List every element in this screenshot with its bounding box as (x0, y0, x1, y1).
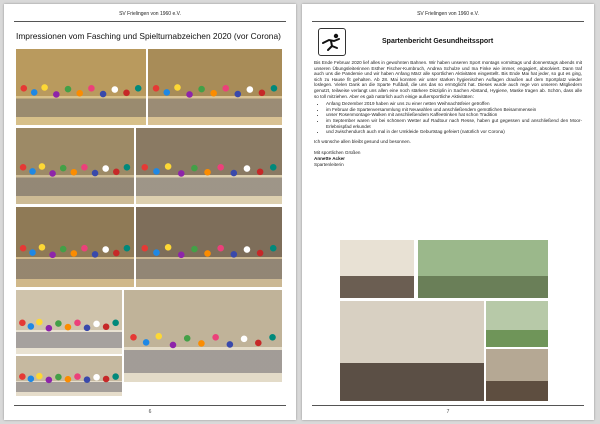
photo-fasching-5 (16, 207, 134, 287)
activity-list (314, 101, 582, 135)
right-header-rule (312, 21, 584, 22)
report-closing: Ich wünsche allen bleibt gesund und besonnen. (314, 138, 411, 144)
left-page (4, 4, 296, 420)
photo-bike-tour (418, 240, 548, 298)
photo-dinner (486, 349, 548, 401)
photo-spielturnabzeichen-3 (16, 356, 122, 396)
activity-item: • im September waren wir bei schönem Wetter auf Radtour nach Resse, haben gut gegessen und anschließend den Moor-Erlebnispfad erkundet (326, 118, 582, 129)
figure-logo-icon (318, 28, 346, 56)
photo-group-indoor (340, 240, 414, 298)
photo-celebration (340, 301, 484, 401)
photo-fasching-1 (16, 49, 146, 125)
report-intro: Bis Ende Februar 2020 lief alles in gewohnten Bahnen. Wir haben unseren Sport montags vormittags und donnerstags abends mit unseren Übungsleiterinnen Esther Fischer-Kumbruch, Andrea Schulze und Ina Finke wie immer, engagiert, absolviert. Dann traf auch uns die Pandemie und wir haben Anfang März alle sportlichen Aktivitäten eingestellt. Bis Ende Mai hat jeder, so gut es ging, sich zu Hause fit gehalten. Ab 28. Mai konnten wir unter starken hygienischen Auflagen draußen auf dem Sportplatz wieder loslegen. Vielen Dank an die Sparte Fußball, die uns das so ermöglicht hat. Dieses wurde auch rege von unseren Mitgliedern genutzt, teilweise verlangt uns allen eine noch stärkere Disziplin in Sachen Abstand, Hygiene, Maske tragen ab. Schön, dass alle so toll mitziehen. Aber es gab natürlich auch einige außersportliche Aktivitäten: (314, 60, 582, 99)
activity-item: • und zwischendurch auch mal in der Umkleide Geburtstag gefeiert (natürlich vor Corona) (326, 129, 582, 135)
right-footer-rule (312, 405, 584, 406)
photo-spielturnabzeichen-2 (124, 290, 282, 382)
left-page-header: SV Frielingen von 1960 e.V. (119, 11, 181, 17)
photo-sportplatz (486, 301, 548, 347)
activity-item: • unser Rosenmontage-Walken mit anschließendem Kaffeetrinken hat schon Tradition (326, 112, 582, 118)
right-page-number: 7 (446, 409, 450, 415)
activity-item: • im Februar die Spartenversammlung mit Neuwahlen und anschließendem gemütlichen Beisammensein (326, 107, 582, 113)
left-footer-rule (14, 405, 286, 406)
right-page (302, 4, 594, 420)
photo-fasching-4 (136, 128, 282, 204)
greeting: Mit sportlichen Grüßen (314, 150, 361, 156)
left-header-rule (14, 21, 286, 22)
left-page-title: Impressionen vom Fasching und Spielturnabzeichen 2020 (vor Corona) (16, 31, 281, 41)
photo-spielturnabzeichen-1 (16, 290, 122, 354)
signature-name: Annette Acker (314, 155, 345, 161)
activity-item: • Anfang Dezember 2019 haben wir uns zu einer netten Weihnachtsfeier getroffen (326, 101, 582, 107)
signature-block (314, 150, 582, 167)
photo-fasching-6 (136, 207, 282, 287)
signature-role: Spartenleiterin (314, 161, 344, 167)
right-page-title: Spartenbericht Gesundheitssport (382, 38, 494, 45)
photo-fasching-3 (16, 128, 134, 204)
report-body (314, 60, 582, 167)
left-page-number: 6 (148, 409, 152, 415)
photo-fasching-2 (148, 49, 282, 125)
right-page-header: SV Frielingen von 1960 e.V. (417, 11, 479, 17)
